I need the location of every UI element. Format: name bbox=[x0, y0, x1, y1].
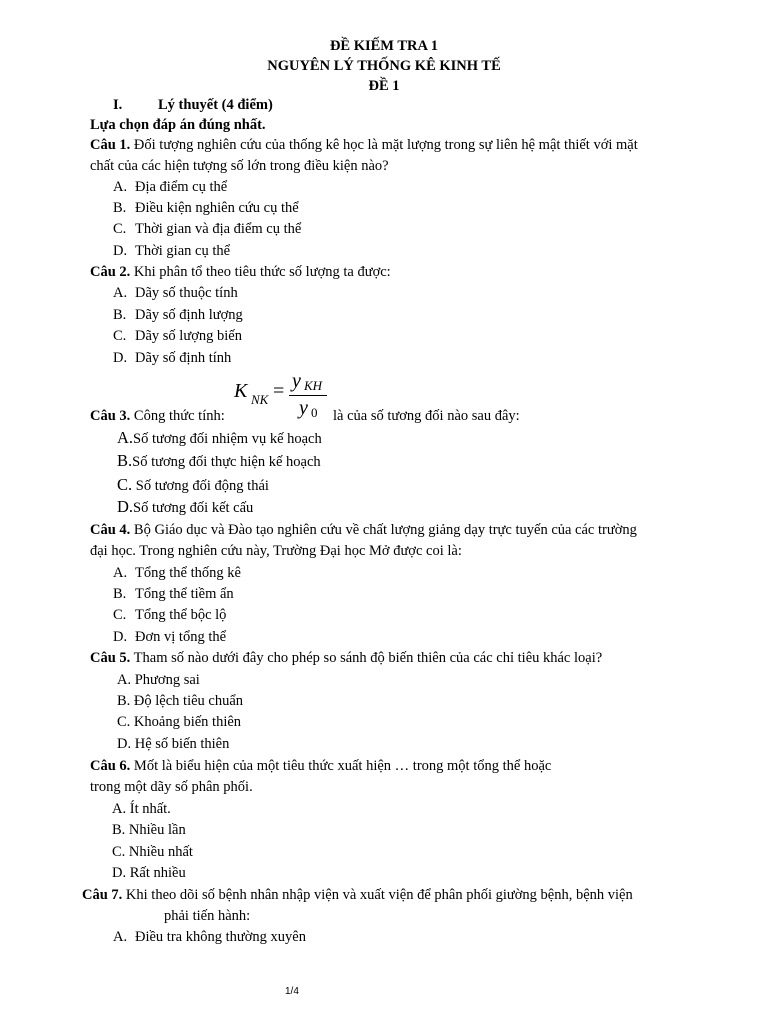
question-7 bbox=[82, 885, 633, 905]
question-1 bbox=[90, 135, 638, 155]
option-c bbox=[113, 326, 242, 346]
doc-title: ĐỀ KIẾM TRA 1 bbox=[329, 38, 439, 54]
question-label: Câu 5. bbox=[90, 650, 131, 666]
formula-k-nk bbox=[234, 372, 334, 422]
option-text: Hệ số biến thiên bbox=[134, 736, 230, 752]
question-label: Câu 1. bbox=[90, 137, 131, 153]
option-b bbox=[113, 584, 234, 604]
option-a bbox=[117, 670, 200, 690]
option-d bbox=[113, 241, 230, 261]
question-label: Câu 2. bbox=[90, 264, 131, 280]
question-text-cont: đại học. Trong nghiên cứu này, Trường Đại học Mở được coi là: bbox=[90, 543, 462, 559]
option-d bbox=[113, 348, 231, 368]
option-c bbox=[117, 475, 269, 496]
option-text: Số tương đối động thái bbox=[135, 478, 269, 494]
option-letter: A. bbox=[113, 179, 128, 195]
option-d bbox=[117, 497, 253, 518]
option-letter: B. bbox=[113, 307, 127, 323]
option-text: Độ lệch tiêu chuẩn bbox=[133, 693, 244, 709]
question-text: Khi phân tổ theo tiêu thức số lượng ta được: bbox=[133, 264, 391, 280]
option-letter: D. bbox=[113, 350, 128, 366]
option-text: Nhiều lần bbox=[128, 822, 186, 838]
option-letter: C. bbox=[113, 607, 127, 623]
option-text: Nhiều nhất bbox=[128, 844, 193, 860]
option-letter: C. bbox=[117, 475, 133, 494]
option-d bbox=[113, 627, 226, 647]
option-letter: D. bbox=[117, 736, 132, 752]
option-letter: C. bbox=[113, 328, 127, 344]
option-letter: B. bbox=[117, 693, 131, 709]
option-a bbox=[112, 799, 171, 819]
formula-denominator-sub: 0 bbox=[311, 405, 318, 420]
option-letter: B. bbox=[112, 822, 126, 838]
question-4 bbox=[90, 520, 637, 540]
option-text: Tổng thể tiềm ẩn bbox=[135, 586, 234, 602]
option-text: Số tương đối kết cấu bbox=[133, 500, 254, 516]
question-label: Câu 7. bbox=[82, 887, 123, 903]
option-letter: A. bbox=[113, 565, 128, 581]
formula-lhs: K bbox=[234, 380, 248, 402]
option-text: Dãy số lượng biến bbox=[135, 328, 242, 344]
option-b bbox=[113, 305, 243, 325]
option-letter: C. bbox=[112, 844, 126, 860]
question-text-cont: chất của các hiện tượng số lớn trong điều kiện nào? bbox=[90, 158, 389, 174]
option-letter: A. bbox=[117, 672, 132, 688]
option-letter: A. bbox=[112, 801, 127, 817]
option-text: Ít nhất. bbox=[129, 801, 171, 817]
option-text: Phương sai bbox=[134, 672, 200, 688]
option-text: Rất nhiều bbox=[129, 865, 186, 881]
section-title: Lý thuyết (4 điểm) bbox=[158, 97, 273, 113]
option-text: Dãy số thuộc tính bbox=[135, 285, 238, 301]
option-text: Tổng thể thống kê bbox=[135, 565, 241, 581]
option-text: Điều kiện nghiên cứu cụ thể bbox=[135, 200, 299, 216]
option-text: Khoảng biến thiên bbox=[133, 714, 242, 730]
option-d bbox=[117, 734, 229, 754]
option-letter: D. bbox=[112, 865, 127, 881]
option-letter: B. bbox=[117, 451, 133, 470]
option-letter: A. bbox=[113, 929, 128, 945]
question-text: Đối tượng nghiên cứu của thống kê học là mặt lượng trong sự liên hệ mật thiết với mặt bbox=[133, 137, 638, 153]
option-c bbox=[112, 842, 193, 862]
option-b bbox=[112, 820, 186, 840]
option-letter: B. bbox=[113, 586, 127, 602]
option-b bbox=[113, 198, 299, 218]
option-a bbox=[113, 563, 241, 583]
formula-numerator: y bbox=[292, 370, 301, 392]
page-number: 1/4 bbox=[285, 986, 299, 997]
question-label: Câu 6. bbox=[90, 758, 131, 774]
doc-version: ĐỀ 1 bbox=[368, 78, 400, 94]
option-letter: A. bbox=[113, 285, 128, 301]
option-d bbox=[112, 863, 186, 883]
question-text-cont: phải tiến hành: bbox=[164, 908, 251, 924]
option-text: Địa điểm cụ thể bbox=[135, 179, 228, 195]
option-text: Dãy số định lượng bbox=[135, 307, 243, 323]
option-text: Số tương đối nhiệm vụ kế hoạch bbox=[133, 431, 322, 447]
option-text: Thời gian cụ thể bbox=[135, 243, 231, 259]
option-letter: D. bbox=[117, 497, 134, 516]
option-c bbox=[113, 219, 301, 239]
question-label: Câu 3. bbox=[90, 408, 131, 424]
question-text: Khi theo dõi số bệnh nhân nhập viện và xuất viện để phân phối giường bệnh, bệnh viện bbox=[125, 887, 633, 903]
option-a bbox=[113, 927, 306, 947]
option-letter: C. bbox=[117, 714, 131, 730]
formula-denominator: y bbox=[299, 397, 308, 419]
formula-numerator-sub: KH bbox=[304, 378, 323, 393]
question-text-after-formula: là của số tương đối nào sau đây: bbox=[333, 408, 520, 424]
question-text: Công thức tính: bbox=[133, 408, 225, 424]
option-text: Tổng thể bộc lộ bbox=[135, 607, 227, 623]
option-a bbox=[113, 177, 227, 197]
option-letter: C. bbox=[113, 221, 127, 237]
option-a bbox=[113, 283, 238, 303]
question-text: Tham số nào dưới đây cho phép so sánh độ biến thiên của các chỉ tiêu khác loại? bbox=[133, 650, 603, 666]
question-2 bbox=[90, 262, 391, 282]
question-text: Bộ Giáo dục và Đào tạo nghiên cứu về chất lượng giảng dạy trực tuyến của các trường bbox=[133, 522, 637, 538]
option-letter: B. bbox=[113, 200, 127, 216]
fraction-bar bbox=[289, 395, 327, 396]
formula-equals: = bbox=[273, 380, 285, 402]
option-text: Số tương đối thực hiện kế hoạch bbox=[132, 454, 321, 470]
question-5 bbox=[90, 648, 602, 668]
option-c bbox=[113, 605, 226, 625]
option-letter: A. bbox=[117, 428, 134, 447]
question-6 bbox=[90, 756, 551, 776]
option-b bbox=[117, 691, 243, 711]
option-c bbox=[117, 712, 241, 732]
section-number: I. bbox=[113, 97, 123, 113]
option-text: Thời gian và địa điểm cụ thể bbox=[135, 221, 302, 237]
option-letter: D. bbox=[113, 243, 128, 259]
formula-lhs-sub: NK bbox=[251, 392, 269, 407]
option-text: Dãy số định tính bbox=[135, 350, 232, 366]
question-text-cont: trong một dãy số phân phối. bbox=[90, 779, 253, 795]
question-3 bbox=[90, 406, 225, 426]
section-instruction: Lựa chọn đáp án đúng nhất. bbox=[90, 117, 266, 133]
option-b bbox=[117, 451, 321, 472]
question-label: Câu 4. bbox=[90, 522, 131, 538]
option-letter: D. bbox=[113, 629, 128, 645]
option-text: Đơn vị tổng thể bbox=[135, 629, 227, 645]
option-text: Điều tra không thường xuyên bbox=[135, 929, 306, 945]
option-a bbox=[117, 428, 322, 449]
doc-subject: NGUYÊN LÝ THỐNG KÊ KINH TẾ bbox=[267, 58, 501, 74]
question-text: Mốt là biểu hiện của một tiêu thức xuất hiện … trong một tổng thể hoặc bbox=[133, 758, 552, 774]
